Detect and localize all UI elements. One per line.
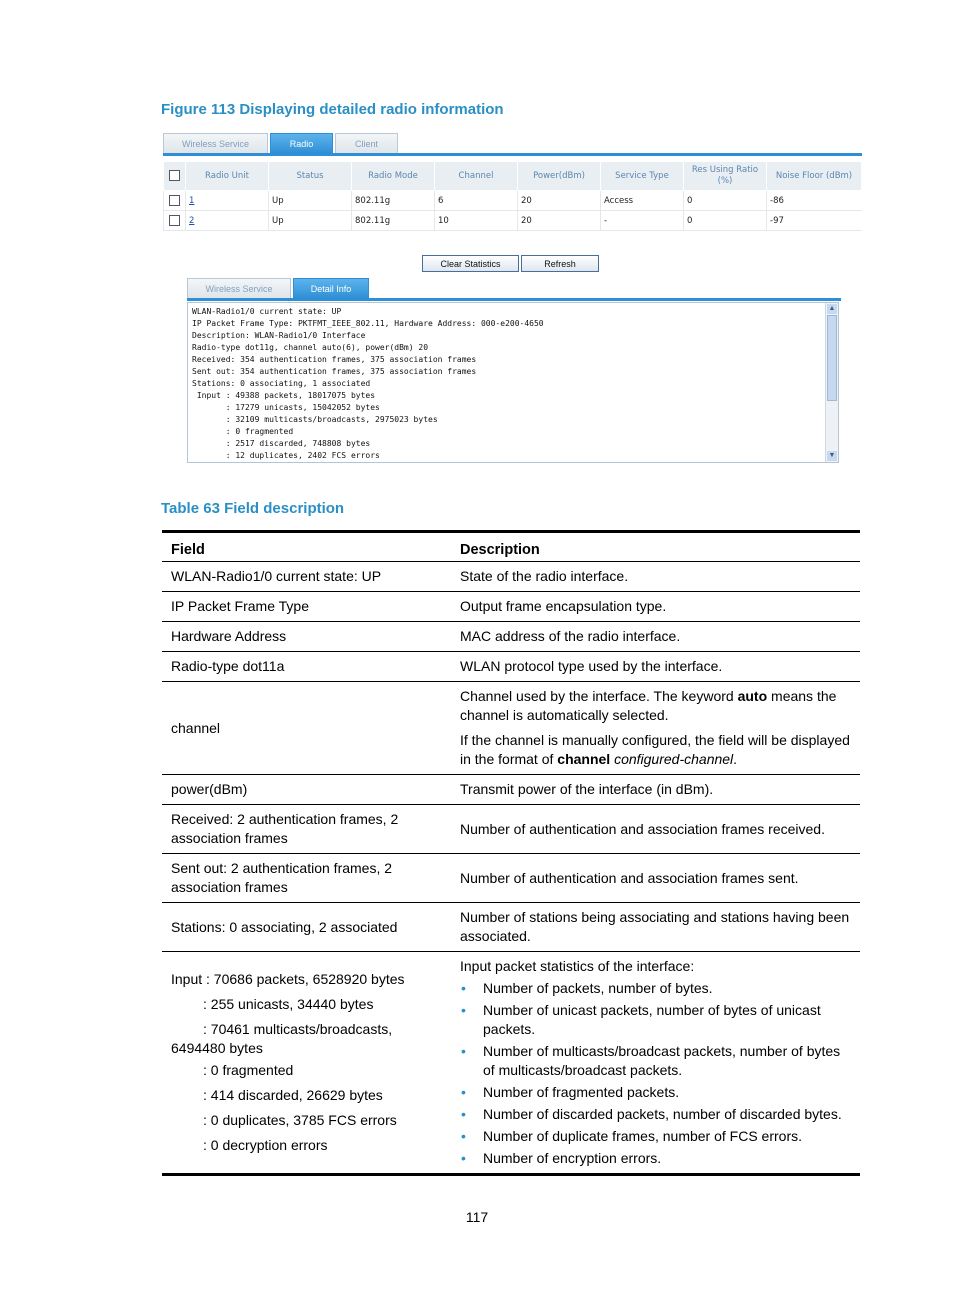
field-cell: Input : 70686 packets, 6528920 bytes : 255 unicasts, 34440 bytes : 70461 multicasts/broadcasts, 6494480 bytes : 0 fragmented : 414 discarded, 26629 bytes : 0 duplicates, 3785 FCS errors : 0 decryption errors <box>162 952 451 1175</box>
radio-unit-link[interactable]: 1 <box>189 195 195 206</box>
detail-line: : 12 duplicates, 2402 FCS errors <box>192 451 380 460</box>
radio-unit-link[interactable]: 2 <box>189 215 195 226</box>
tab-wireless-service[interactable]: Wireless Service <box>187 278 291 298</box>
cell-noise-floor: -97 <box>767 211 862 231</box>
row-checkbox[interactable] <box>164 211 186 231</box>
scrollbar[interactable] <box>825 303 838 462</box>
col-service-type[interactable]: Service Type <box>601 162 684 191</box>
table-row <box>164 191 862 211</box>
field-cell: Hardware Address <box>162 622 451 652</box>
description-cell: Number of authentication and association frames received. <box>451 805 860 854</box>
tab-client[interactable]: Client <box>335 133 398 153</box>
scroll-thumb[interactable] <box>827 315 837 401</box>
table-row <box>162 622 860 652</box>
detail-line: IP Packet Frame Type: PKTFMT_IEEE_802.11, Hardware Address: 000-e200-4650 <box>192 319 544 328</box>
list-item: • Number of packets, number of bytes. <box>460 979 851 998</box>
radio-table <box>163 161 862 231</box>
field-cell: power(dBm) <box>162 775 451 805</box>
detail-line: : 32109 multicasts/broadcasts, 2975023 bytes <box>192 415 438 424</box>
description-cell: WLAN protocol type used by the interface. <box>451 652 860 682</box>
detail-line: Sent out: 354 authentication frames, 375 association frames <box>192 367 477 376</box>
detail-info-textarea[interactable] <box>187 302 839 463</box>
radio-tab-bar <box>163 133 400 153</box>
description-cell: Number of stations being associating and stations having been associated. <box>451 903 860 952</box>
description-cell: Output frame encapsulation type. <box>451 592 860 622</box>
detail-line: WLAN-Radio1/0 current state: UP <box>192 307 342 316</box>
col-radio-mode[interactable]: Radio Mode <box>352 162 435 191</box>
table-row <box>162 592 860 622</box>
field-cell: channel <box>162 682 451 775</box>
clear-statistics-button[interactable]: Clear Statistics <box>422 255 519 272</box>
description-cell: Transmit power of the interface (in dBm). <box>451 775 860 805</box>
tab-underline <box>163 153 862 156</box>
detail-line: : 17279 unicasts, 15042052 bytes <box>192 403 380 412</box>
page-number: 117 <box>465 1209 489 1225</box>
table-header <box>162 532 860 562</box>
field-cell: Radio-type dot11a <box>162 652 451 682</box>
cell-channel: 10 <box>435 211 518 231</box>
cell-power: 20 <box>518 211 601 231</box>
field-cell: Sent out: 2 authentication frames, 2 association frames <box>162 854 451 903</box>
description-cell: State of the radio interface. <box>451 562 860 592</box>
col-power[interactable]: Power(dBm) <box>518 162 601 191</box>
detail-line: Stations: 0 associating, 1 associated <box>192 379 371 388</box>
field-cell: IP Packet Frame Type <box>162 592 451 622</box>
cell-res-ratio: 0 <box>684 191 767 211</box>
list-item: • Number of encryption errors. <box>460 1149 851 1168</box>
detail-line: Radio-type dot11g, channel auto(6), power(dBm) 20 <box>192 343 429 352</box>
cell-channel: 6 <box>435 191 518 211</box>
field-cell: WLAN-Radio1/0 current state: UP <box>162 562 451 592</box>
radio-table-header <box>164 162 862 191</box>
cell-status: Up <box>269 211 352 231</box>
field-cell: Received: 2 authentication frames, 2 association frames <box>162 805 451 854</box>
cell-service-type: - <box>601 211 684 231</box>
scroll-down-icon[interactable]: ▼ <box>828 452 836 459</box>
description-cell: Channel used by the interface. The keyword auto means the channel is automatically selected. If the channel is manually configured, the field will be displayed in the format of channel configured-channel. <box>451 682 860 775</box>
detail-line: : 2517 discarded, 748808 bytes <box>192 439 371 448</box>
description-cell: Input packet statistics of the interface: • Number of packets, number of bytes. • Number of unicast packets, number of bytes of unicast packets. • Number of multicasts/broadcast packets, number of bytes of multicasts/broadcast packets. • Number of fragmented packets. • Number of discarded packets, number of discarded bytes. • Number of duplicate frames, number of FCS errors. • Number of encryption errors. <box>451 952 860 1175</box>
detail-line: : 0 fragmented <box>192 427 294 436</box>
tab-wireless-service[interactable]: Wireless Service <box>163 133 268 153</box>
table-row <box>162 682 860 775</box>
cell-radio-mode: 802.11g <box>352 191 435 211</box>
field-description-table <box>162 530 860 1176</box>
table-row <box>162 805 860 854</box>
table-row <box>164 211 862 231</box>
detail-tab-underline <box>187 298 841 301</box>
figure-caption: Figure 113 Displaying detailed radio information <box>161 101 504 118</box>
scroll-up-icon[interactable]: ▲ <box>828 305 836 312</box>
col-radio-unit[interactable]: Radio Unit <box>186 162 269 191</box>
col-status[interactable]: Status <box>269 162 352 191</box>
table-row <box>162 903 860 952</box>
list-item: • Number of multicasts/broadcast packets, number of bytes of multicasts/broadcast packets. <box>460 1042 851 1080</box>
list-item: • Number of duplicate frames, number of FCS errors. <box>460 1127 851 1146</box>
description-cell: Number of authentication and association frames sent. <box>451 854 860 903</box>
table-row <box>162 562 860 592</box>
col-field: Field <box>162 532 451 562</box>
tab-radio[interactable]: Radio <box>270 133 333 153</box>
bullet-list <box>460 979 851 1168</box>
col-noise-floor[interactable]: Noise Floor (dBm) <box>767 162 862 191</box>
list-item: • Number of unicast packets, number of bytes of unicast packets. <box>460 1001 851 1039</box>
table-row <box>162 854 860 903</box>
tab-detail-info[interactable]: Detail Info <box>293 278 369 298</box>
table-row <box>162 652 860 682</box>
description-cell: MAC address of the radio interface. <box>451 622 860 652</box>
list-item: • Number of discarded packets, number of discarded bytes. <box>460 1105 851 1124</box>
list-item: • Number of fragmented packets. <box>460 1083 851 1102</box>
cell-status: Up <box>269 191 352 211</box>
table-row <box>162 775 860 805</box>
cell-noise-floor: -86 <box>767 191 862 211</box>
cell-res-ratio: 0 <box>684 211 767 231</box>
field-cell: Stations: 0 associating, 2 associated <box>162 903 451 952</box>
table-caption: Table 63 Field description <box>161 500 345 517</box>
row-checkbox[interactable] <box>164 191 186 211</box>
detail-info-text <box>192 306 544 462</box>
detail-line: Received: 354 authentication frames, 375 association frames <box>192 355 477 364</box>
col-description: Description <box>451 532 860 562</box>
refresh-button[interactable]: Refresh <box>521 255 599 272</box>
table-row <box>162 952 860 1175</box>
cell-service-type: Access <box>601 191 684 211</box>
cell-radio-mode: 802.11g <box>352 211 435 231</box>
select-all-checkbox[interactable] <box>164 162 186 191</box>
detail-tab-bar <box>187 278 371 298</box>
detail-line: Description: WLAN-Radio1/0 Interface <box>192 331 366 340</box>
col-res-ratio[interactable]: Res Using Ratio (%) <box>684 162 767 191</box>
detail-line: Input : 49388 packets, 18017075 bytes <box>192 391 376 400</box>
col-channel[interactable]: Channel <box>435 162 518 191</box>
cell-power: 20 <box>518 191 601 211</box>
